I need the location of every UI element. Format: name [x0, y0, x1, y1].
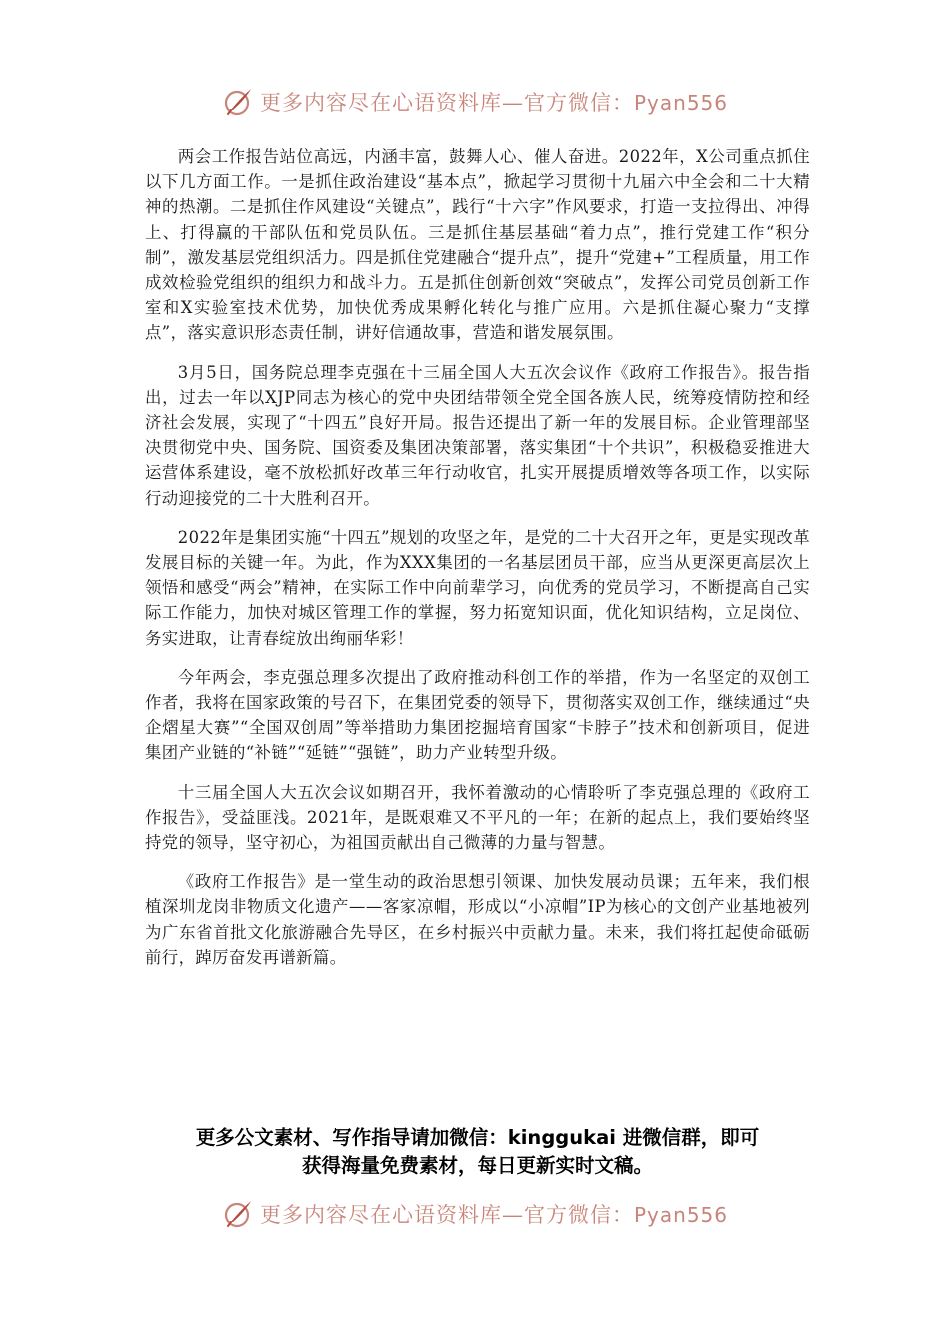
paragraph-2: 3月5日，国务院总理李克强在十三届全国人大五次会议作《政府工作报告》。报告指出，过去一年以XJP同志为核心的党中央团结带领全党全国各族人民，统筹疫情防控和经济社会发展，实现了“十四五”良好开局。报告还提出了新一年的发展目标。企业管理部坚决贯彻党中央、国务院、国资委及集团决策部署，落实集团“十个共识”，积极稳妥推进大运营体系建设，毫不放松抓好改革三年行动收官，扎实开展提质增效等各项工作，以实际行动迎接党的二十大胜利召开。: [145, 362, 810, 508]
footer-banner: [0, 1194, 950, 1234]
header-banner-text: 更多内容尽在心语资料库—官方微信：Pyan556: [259, 91, 728, 115]
promo-line-1: 更多公文素材、写作指导请加微信：kinggukai 进微信群，即可: [195, 1126, 760, 1149]
paragraph-1: 两会工作报告站位高远，内涵丰富，鼓舞人心、催人奋进。2022年，X公司重点抓住以下几方面工作。一是抓住政治建设“基本点”，掀起学习贯彻十九届六中全会和二十大精神的热潮。二是抓住作风建设“关键点”，践行“十六字”作风要求，打造一支拉得出、冲得上、打得赢的干部队伍和党员队伍。三是抓住基层基础“着力点”，推行党建工作“积分制”，激发基层党组织活力。四是抓住党建融合“提升点”，提升“党建+”工程质量，用工作成效检验党组织的组织力和战斗力。五是抓住创新创效“突破点”，发挥公司党员创新工作室和X实验室技术优势，加快优秀成果孵化转化与推广应用。六是抓住凝心聚力“支撑点”，落实意识形态责任制，讲好信通故事，营造和谐发展氛围。: [145, 147, 810, 343]
footer-banner-text: 更多内容尽在心语资料库—官方微信：Pyan556: [259, 1203, 728, 1227]
promo-line-2: 获得海量免费素材，每日更新实时文稿。: [301, 1154, 653, 1177]
article-body: [145, 144, 810, 984]
quill-pen-circle-icon: [222, 1198, 254, 1230]
header-banner: [0, 82, 950, 122]
quill-pen-circle-icon: [222, 86, 254, 118]
promo-notice: [145, 1124, 810, 1180]
paragraph-5: 十三届全国人大五次会议如期召开，我怀着激动的心情聆听了李克强总理的《政府工作报告》，受益匪浅。2021年，是既艰难又不平凡的一年；在新的起点上，我们要始终坚持党的领导，坚守初心，为祖国贡献出自己微薄的力量与智慧。: [145, 782, 810, 853]
paragraph-3: 2022年是集团实施“十四五”规划的攻坚之年，是党的二十大召开之年，更是实现改革发展目标的关键一年。为此，作为XXX集团的一名基层团员干部，应当从更深更高层次上领悟和感受“两会”精神，在实际工作中向前辈学习，向优秀的党员学习，不断提高自己实际工作能力，加快对城区管理工作的掌握，努力拓宽知识面，优化知识结构，立足岗位、务实进取，让青春绽放出绚丽华彩！: [145, 527, 810, 648]
paragraph-4: 今年两会，李克强总理多次提出了政府推动科创工作的举措，作为一名坚定的双创工作者，我将在国家政策的号召下，在集团党委的领导下，贯彻落实双创工作，继续通过“央企熠星大赛”“全国双创周”等举措助力集团挖掘培育国家“卡脖子”技术和创新项目，促进集团产业链的“补链”“延链”“强链”，助力产业转型升级。: [145, 667, 810, 763]
footer-banner-handle: Pyan556: [633, 1203, 728, 1227]
header-banner-handle: Pyan556: [633, 91, 728, 115]
paragraph-6: 《政府工作报告》是一堂生动的政治思想引领课、加快发展动员课；五年来，我们根植深圳龙岗非物质文化遗产——客家凉帽，形成以“小凉帽”IP为核心的文创产业基地被列为广东省首批文化旅游融合先导区，在乡村振兴中贡献力量。未来，我们将扛起使命砥砺前行，踔厉奋发再谱新篇。: [145, 872, 810, 967]
